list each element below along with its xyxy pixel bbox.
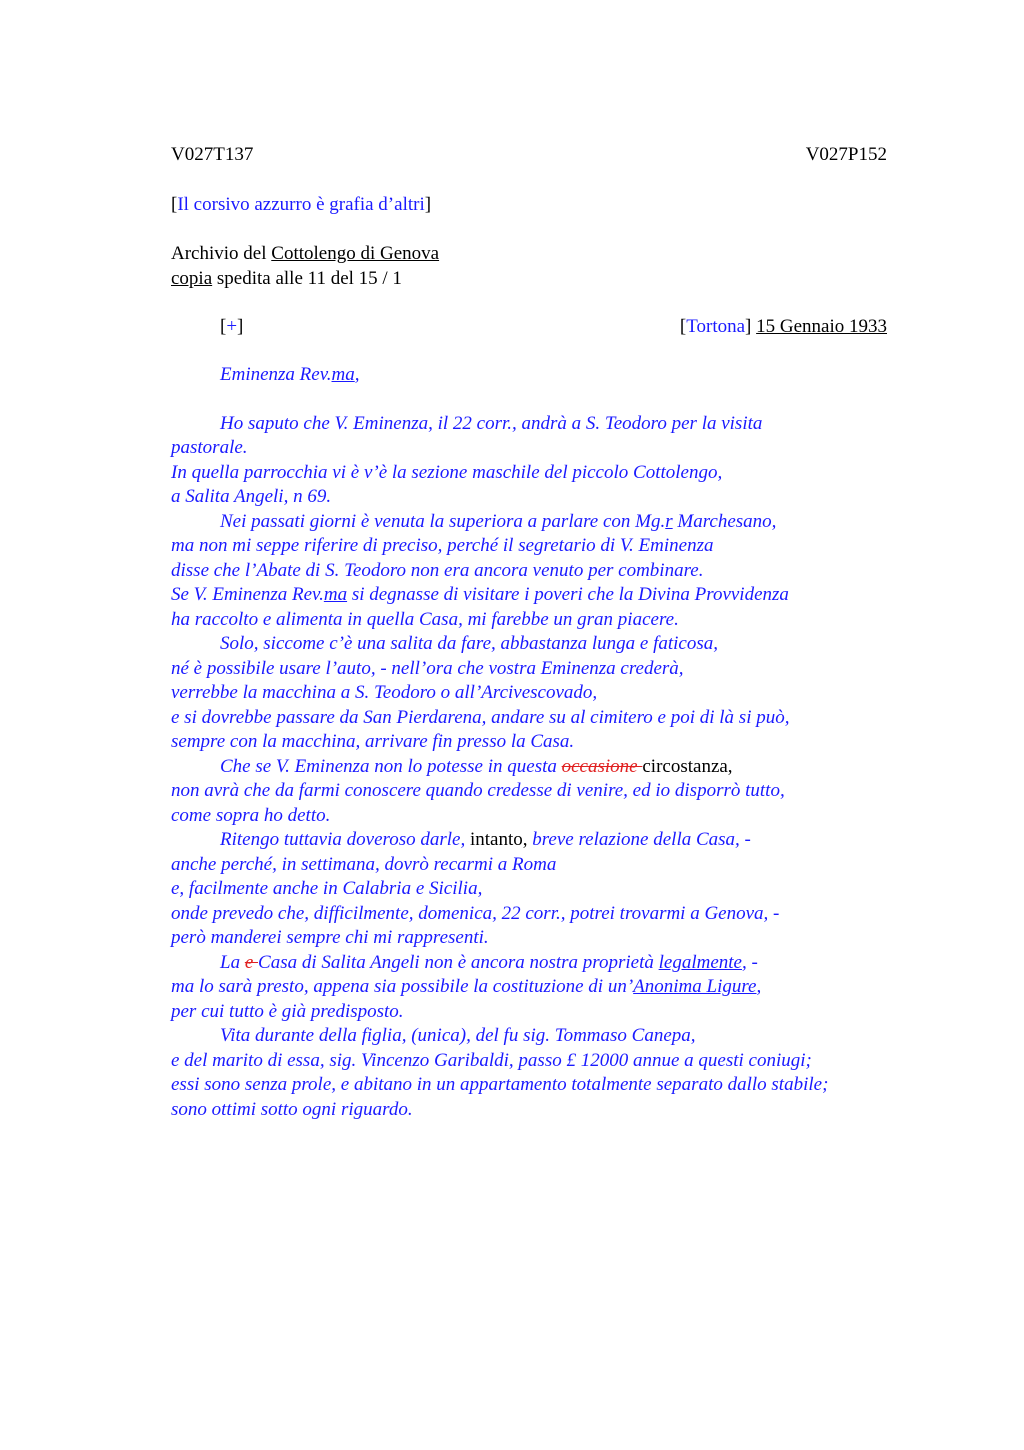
copy-rest: spedita alle 11 del 15 / 1 bbox=[212, 267, 402, 289]
note-open-bracket: [ bbox=[171, 194, 178, 215]
letter-line: Ho saputo che V. Eminenza, il 22 corr., andrà a S. Teodoro per la visita bbox=[220, 412, 763, 434]
note-text: Il corsivo azzurro è grafia d’altri bbox=[177, 194, 425, 215]
letter-line: verrebbe la macchina a S. Teodoro o all’Arcivescovado, bbox=[171, 682, 598, 703]
archive-name: Cottolengo di Genova bbox=[271, 243, 440, 264]
place-name: Tortona bbox=[686, 316, 746, 337]
place-date: [Tortona] 15 Gennaio 1933 bbox=[679, 316, 887, 337]
editorial-note bbox=[171, 193, 887, 217]
letter-line: pastorale. bbox=[171, 437, 248, 458]
letter-line: però manderei sempre chi mi rappresenti. bbox=[171, 927, 489, 948]
letter-line: ma lo sarà presto, appena sia possibile la costituzione di un’Anonima Ligure, bbox=[171, 976, 762, 997]
letter-line: sempre con la macchina, arrivare fin presso la Casa. bbox=[171, 731, 575, 752]
cross-mark: [+] bbox=[220, 316, 244, 337]
letter-line: Ritengo tuttavia doveroso darle, intanto, breve relazione della Casa, - bbox=[220, 829, 751, 850]
letter-date: 15 Gennaio 1933 bbox=[756, 316, 887, 337]
superscript-abbr: ma bbox=[323, 584, 348, 605]
inserted-word: intanto, bbox=[469, 829, 528, 850]
letter-line: per cui tutto è già predisposto. bbox=[171, 1000, 404, 1022]
letter-line: a Salita Angeli, n 69. bbox=[171, 486, 332, 507]
letter-line: disse che l’Abate di S. Teodoro non era ancora venuto per combinare. bbox=[171, 559, 704, 581]
deleted-word: e bbox=[244, 951, 259, 973]
note-close-bracket: ] bbox=[424, 194, 432, 215]
letter-line: come sopra ho detto. bbox=[171, 804, 331, 826]
document-page bbox=[171, 143, 887, 1122]
letter-line: Vita durante della figlia, (unica), del fu sig. Tommaso Canepa, bbox=[220, 1025, 696, 1046]
copy-line bbox=[171, 267, 887, 292]
letter-line: Che se V. Eminenza non lo potesse in questa occasione circostanza, bbox=[220, 755, 733, 777]
letter-line: onde prevedo che, difficilmente, domenica, 22 corr., potrei trovarmi a Genova, - bbox=[171, 902, 780, 924]
archive-prefix: Archivio del bbox=[171, 243, 272, 264]
letter-line: e, facilmente anche in Calabria e Sicilia, bbox=[171, 878, 483, 899]
letter-line: In quella parrocchia vi è v’è la sezione maschile del piccolo Cottolengo, bbox=[171, 461, 723, 483]
letter-line: anche perché, in settimana, dovrò recarmi a Roma bbox=[171, 853, 557, 875]
underlined-word: Anonima Ligure bbox=[633, 976, 757, 997]
letter-line: e del marito di essa, sig. Vincenzo Garibaldi, passo £ 12000 annue a questi coniugi; bbox=[171, 1049, 812, 1071]
deleted-word: occasione bbox=[561, 755, 643, 777]
copy-word: copia bbox=[171, 267, 213, 289]
letter-line: ha raccolto e alimenta in quella Casa, mi farebbe un gran piacere. bbox=[171, 608, 679, 630]
superscript-abbr: r bbox=[665, 510, 673, 532]
letter-line: La e Casa di Salita Angeli non è ancora nostra proprietà legalmente, - bbox=[220, 951, 758, 973]
inserted-word: circostanza, bbox=[642, 755, 733, 777]
volume-text-code: V027T137 bbox=[171, 144, 254, 165]
volume-page-code: V027P152 bbox=[805, 144, 887, 165]
letter-line: e si dovrebbe passare da San Pierdarena, andare su al cimitero e poi di là si può, bbox=[171, 706, 790, 728]
dateline bbox=[171, 315, 887, 339]
letter-line: né è possibile usare l’auto, - nell’ora che vostra Eminenza crederà, bbox=[171, 657, 684, 679]
salutation: Eminenza Rev.ma, bbox=[220, 364, 360, 385]
salutation-abbr: ma bbox=[331, 364, 355, 385]
underlined-word: legalmente bbox=[658, 951, 742, 973]
letter-line: essi sono senza prole, e abitano in un appartamento totalmente separato dallo stabile; bbox=[171, 1074, 829, 1095]
header-codes bbox=[171, 143, 887, 167]
letter-line: non avrà che da farmi conoscere quando credesse di venire, ed io disporrò tutto, bbox=[171, 780, 785, 801]
letter-line: Solo, siccome c’è una salita da fare, abbastanza lunga e faticosa, bbox=[220, 633, 718, 654]
archive-line bbox=[171, 242, 887, 267]
letter-line: Se V. Eminenza Rev.ma si degnasse di visitare i poveri che la Divina Provvidenza bbox=[171, 584, 789, 605]
letter-line: Nei passati giorni è venuta la superiora a parlare con Mg.r Marchesano, bbox=[220, 510, 777, 532]
letter-line: ma non mi seppe riferire di preciso, perché il segretario di V. Eminenza bbox=[171, 535, 714, 556]
letter-line: sono ottimi sotto ogni riguardo. bbox=[171, 1098, 413, 1120]
cross-icon: + bbox=[226, 316, 238, 337]
letter-body bbox=[171, 412, 887, 1123]
